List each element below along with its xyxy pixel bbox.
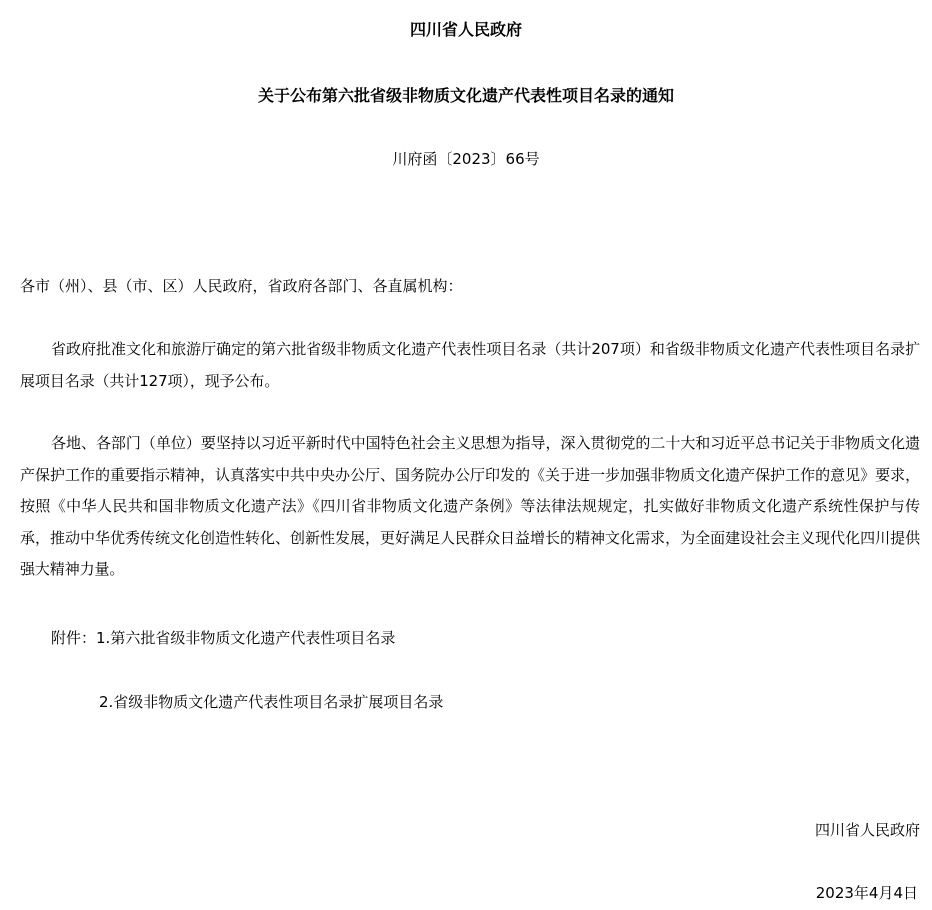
attachment-lead: 附件： (51, 629, 97, 647)
document-title: 关于公布第六批省级非物质文化遗产代表性项目名录的通知 (257, 86, 674, 105)
attachment-item-1 (51, 626, 395, 650)
issuer-name: 四川省人民政府 (409, 20, 522, 39)
document-number: 川府函〔2023〕66号 (392, 150, 540, 168)
body-paragraph-2: 各地、各部门（单位）要坚持以习近平新时代中国特色社会主义思想为指导，深入贯彻党的二十大和习近平总书记关于非物质文化遗产保护工作的重要指示精神，认真落实中共中央办公厅、国务院办公厅印发的《关于进一步加强非物质文化遗产保护工作的意见》要求，按照《中华人民共和国非物质文化遗产法》《四川省非物质文化遗产条例》等法律法规规定，扎实做好非物质文化遗产系统性保护与传承，推动中华优秀传统文化创造性转化、创新性发展，更好满足人民群众日益增长的精神文化需求，为全面建设社会主义现代化四川提供强大精神力量。 (20, 434, 920, 578)
attachment-item-2: 2.省级非物质文化遗产代表性项目名录扩展项目名录 (99, 693, 444, 711)
issue-date: 2023年4月4日 (815, 884, 918, 902)
body-paragraph-1: 省政府批准文化和旅游厅确定的第六批省级非物质文化遗产代表性项目名录（共计207项）和省级非物质文化遗产代表性项目名录扩展项目名录（共计127项），现予公布。 (20, 340, 920, 390)
signature: 四川省人民政府 (814, 821, 920, 839)
attachment-item-1-text: 1.第六批省级非物质文化遗产代表性项目名录 (96, 629, 396, 647)
salutation: 各市（州）、县（市、区）人民政府，省政府各部门、各直属机构： (20, 277, 463, 295)
